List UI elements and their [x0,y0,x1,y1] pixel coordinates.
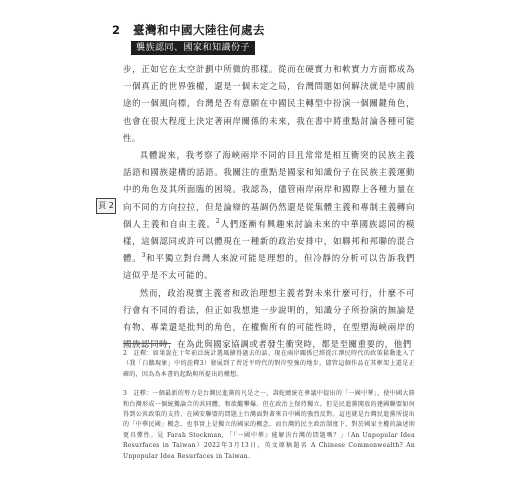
footnote-divider [123,343,171,344]
paragraph-2 [123,147,415,285]
footnote-2: 2 註釋：如果說在十年前泛統計選風擴得過去的話，現在兩岸關係已經從江澤民時代的政策鬆動進入了（我「白鵝現象」中的詮釋3）發展到了習近平時代的對岸堅強的地步，儘管這個作品在其框架上還是正確的，因為為本書的起點與所提出的構想。 [123,350,415,378]
footnotes [123,349,415,467]
footnote-ref-3[interactable]: 3 [141,252,147,260]
chapter-subtitle: 襲族認同、國家和知識份子 [131,41,255,55]
paragraph-2-part-b: 人們逐漸有興趣來討論未來的中華國族認同的模樣，這個認同或許可以體現在一種新的政治安排中，如聯邦和邦聯的混合體。 [123,218,415,264]
running-head [112,22,265,38]
paragraph-2-part-c: 和平獨立對台灣人來說可能是理想的，但冷靜的分析可以告訴我們這似乎是不太可能的。 [123,253,415,281]
paragraph-2-part-a: 具體說來，我考察了海峽兩岸不同的目且常常是相互衝突的民族主義話語和國族建構的話語。我關注的重點是國家和知識份子在民族主義運動中的角色及其所面臨的困境。我認為，儘管兩岸兩岸和國際上各種力量在向不同的方向拉拉，但是論辯的基調仍然還是從集體主義和專制主義轉向個人主義和自由主義。 [123,150,415,229]
margin-page-tag: 頁 2 [96,198,116,214]
footnote-3: 3 註釋：一個最新的努力是台灣民進黨的凡是之一，壽蛇總統在參議中提出的「一國中華」，使中國大陸和台灣形成一個統獨論合的共同體，和欲繼攀爆。但在政治上保持獨立。但是民進黨開放的建國聯盟如何得到公共政策的支持，在國安聯盟的問題上台灣面對著來自中國的強烈反對。這也就是台灣民進黨所提出的「中華民國」概念，也事實上是獨立的國家的概念，而台灣的民主政治制度下，對於國家主權的論述則更具彈性。見 Farah Stockman, 「『一國中華』能解決台灣的問題嗎？」（An Unpopular Idea Resurfaces in Taiwan）2022年3月13日，英文原稿題名 A Chinese Commonwealth? An Unpopular Idea Resurfaces in Taiwan. [123,390,415,460]
paragraph-1: 步，正如它在太空計劃中所微的那樣。從而在硬實力和軟實力方面都成為一個真正的世界強權，還是一個未定之局，台灣問題如何解決就是中國前途的一個風向標，台灣是否有意願在中國民主轉型中扮演一個關鍵角色，也會在很大程度上決定著兩岸關係的未來，我在書中將重點討論各種可能性。 [123,64,415,143]
body-text [123,61,415,353]
book-title: 臺灣和中國大陸往何處去 [133,23,266,37]
page-number: 2 [112,23,121,37]
paragraph-3: 然而，政治現實主義者和政治理想主義者對未來什麼可行，什麼不可行會有不同的看法，但正如我想進一步說明的，知識分子所扮演的無論是有物、專業還是批判的角色，在權衡所有的可能性時，在型塑海峽兩岸的國族認同時，在為此與國家協調或者發生衝突時，都是至關重要的，他們 [123,287,415,350]
footnote-ref-2[interactable]: 2 [215,218,221,226]
